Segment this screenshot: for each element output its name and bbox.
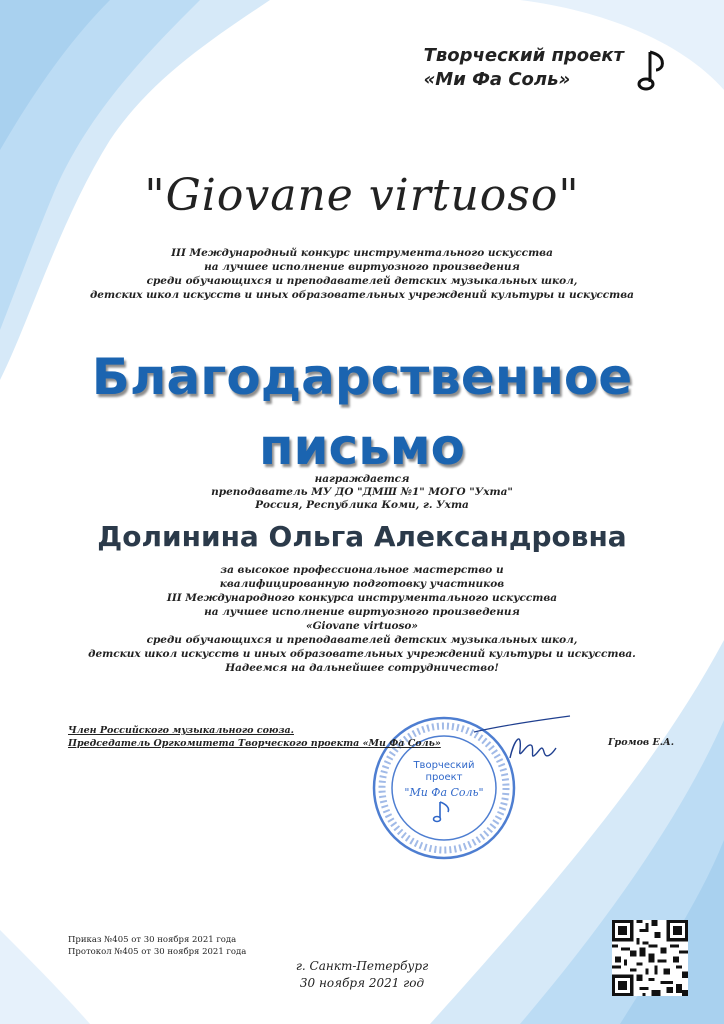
title-line-1: Благодарственное xyxy=(91,348,633,406)
issue-date: 30 ноября 2021 год xyxy=(299,976,425,990)
signature-icon xyxy=(470,710,580,770)
stamp-line-2: проект xyxy=(425,772,463,783)
brand-block xyxy=(424,44,624,92)
contest-title: "Giovane virtuoso" xyxy=(144,170,580,221)
award-label: награждается xyxy=(314,473,410,485)
brand-line-2: «Ми Фа Соль» xyxy=(423,69,571,90)
award-block xyxy=(0,473,724,512)
signatory-titles xyxy=(68,724,441,750)
recipient-name: Долинина Ольга Александровна xyxy=(97,520,627,553)
brand-line-1: Творческий проект xyxy=(423,45,624,66)
title-line-2: письмо xyxy=(258,418,466,476)
city: г. Санкт-Петербург xyxy=(295,959,429,973)
reason-block xyxy=(0,563,724,675)
subtitle-line: среди обучающихся и преподавателей детских музыкальных школ, xyxy=(146,275,578,287)
award-location: Россия, Республика Коми, г. Ухта xyxy=(255,499,469,511)
reason-line: за высокое профессиональное мастерство и xyxy=(220,564,504,576)
document-title xyxy=(0,342,724,482)
protocol-block xyxy=(68,934,246,958)
qr-code-icon[interactable] xyxy=(612,920,688,996)
subtitle-line: на лучшее исполнение виртуозного произведения xyxy=(204,261,520,273)
reason-line: среди обучающихся и преподавателей детских музыкальных школ, xyxy=(146,634,578,646)
signatory-name: Громов Е.А. xyxy=(608,737,675,748)
subtitle-line: детских школ искусств и иных образовательных учреждений культуры и искусства xyxy=(90,289,634,301)
order-number: Приказ №405 от 30 ноября 2021 года xyxy=(68,935,237,945)
reason-line: квалифицированную подготовку участников xyxy=(219,578,505,590)
signatory-line-1: Член Российского музыкального союза. xyxy=(68,725,294,736)
protocol-number: Протокол №405 от 30 ноября 2021 года xyxy=(68,947,247,957)
music-note-icon xyxy=(636,48,672,96)
stamp-line-1: Творческий xyxy=(413,760,475,771)
subtitle-line: III Международный конкурс инструментального искусства xyxy=(171,247,553,259)
reason-line: III Международного конкурса инструментального искусства xyxy=(166,592,558,604)
stamp-line-3: "Ми Фа Соль" xyxy=(404,786,484,799)
reason-line: Надеемся на дальнейшее сотрудничество! xyxy=(225,662,499,674)
reason-line: детских школ искусств и иных образовательных учреждений культуры и искусства. xyxy=(88,648,636,660)
award-position: преподаватель МУ ДО "ДМШ №1" МОГО "Ухта" xyxy=(211,486,513,498)
reason-line: «Giovane virtuoso» xyxy=(306,620,418,632)
signatory-line-2: Председатель Оргкомитета Творческого проекта «Ми Фа Соль» xyxy=(68,738,441,749)
reason-line: на лучшее исполнение виртуозного произведения xyxy=(204,606,520,618)
contest-subtitle xyxy=(0,246,724,302)
